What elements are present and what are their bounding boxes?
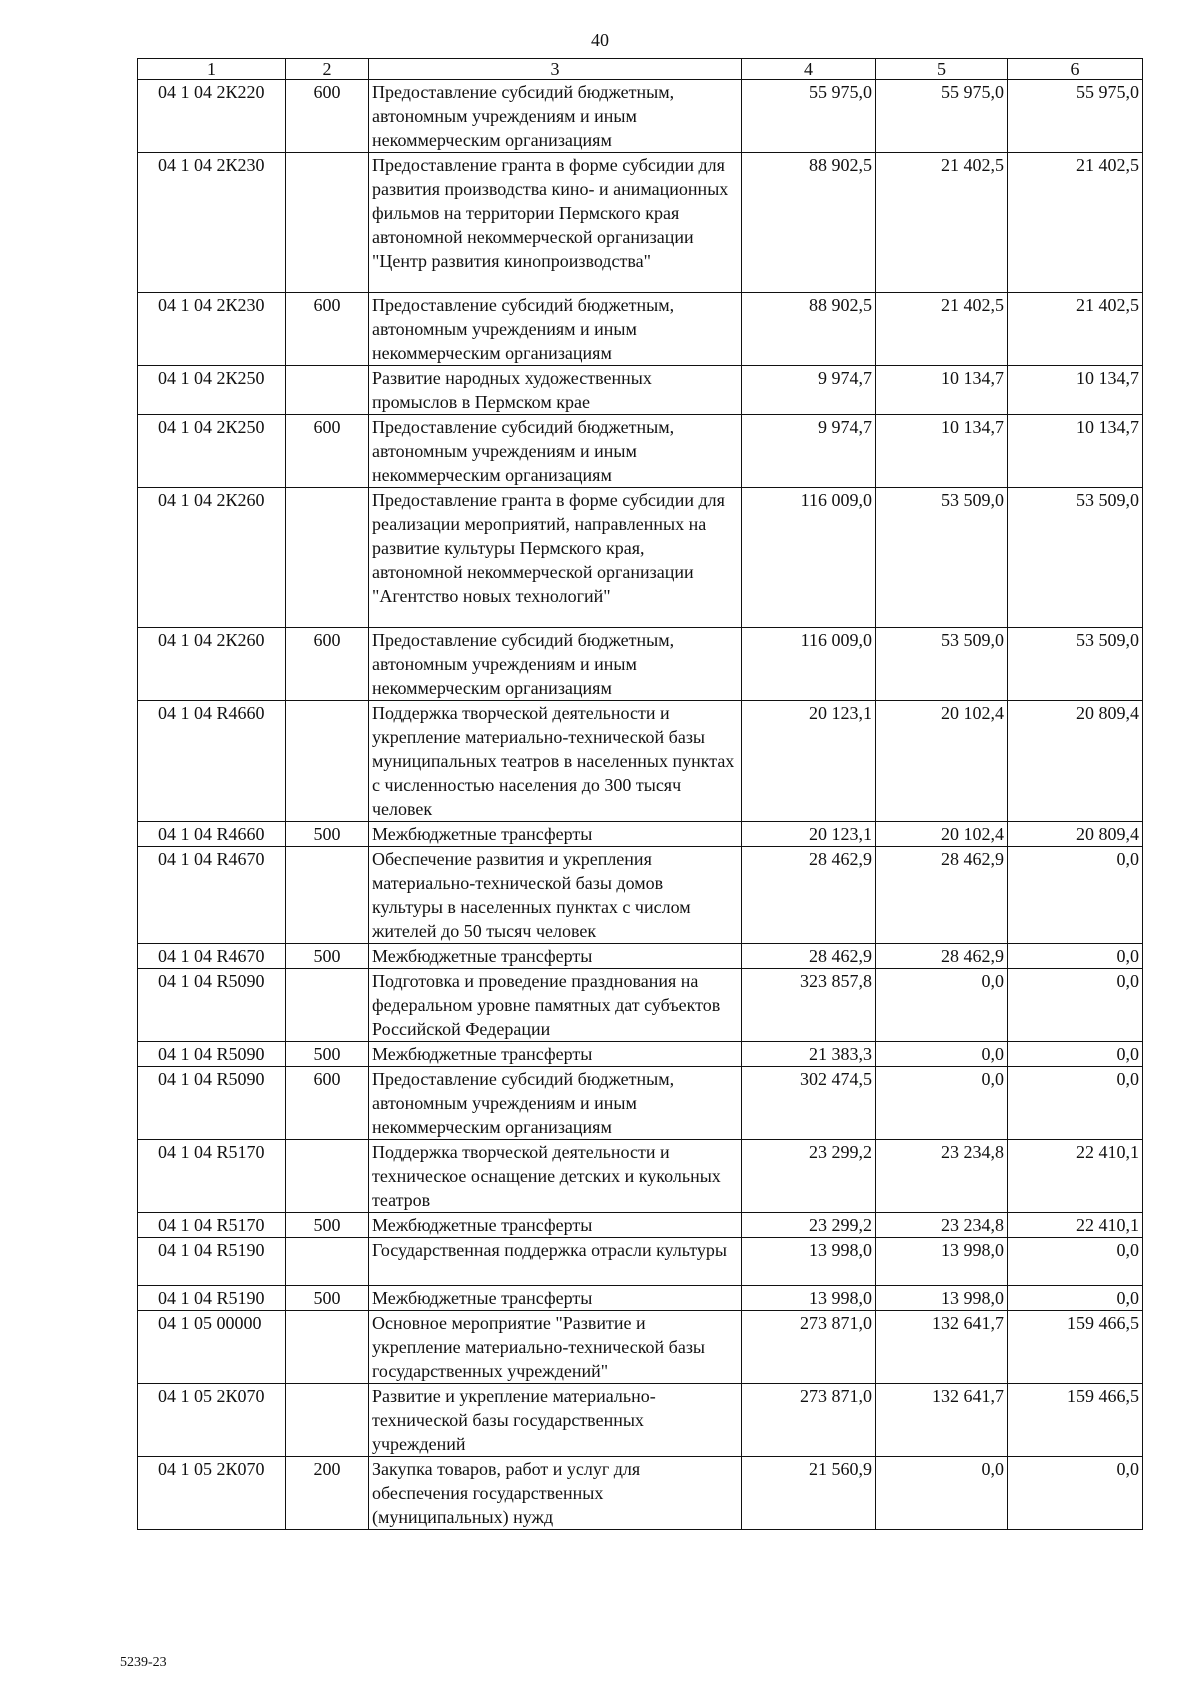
cell-amount-3: 20 809,4 — [1008, 822, 1143, 847]
cell-amount-3: 0,0 — [1008, 847, 1143, 944]
cell-name: Предоставление субсидий бюджетным, автономным учреждениям и иным некоммерческим организациям — [369, 415, 742, 488]
cell-code: 04 1 05 00000 — [138, 1311, 286, 1384]
cell-code: 04 1 05 2К070 — [138, 1457, 286, 1530]
cell-amount-3: 0,0 — [1008, 1286, 1143, 1311]
table-row — [138, 1213, 1143, 1238]
table-row — [138, 1238, 1143, 1286]
cell-amount-1: 273 871,0 — [742, 1311, 876, 1384]
cell-code: 04 1 04 2К220 — [138, 80, 286, 153]
cell-expense-type — [286, 969, 369, 1042]
table-row — [138, 847, 1143, 944]
cell-amount-1: 9 974,7 — [742, 366, 876, 415]
table-row — [138, 488, 1143, 628]
cell-amount-3: 55 975,0 — [1008, 80, 1143, 153]
cell-name: Подготовка и проведение празднования на федеральном уровне памятных дат субъектов Российской Федерации — [369, 969, 742, 1042]
cell-code: 04 1 04 R4660 — [138, 701, 286, 822]
cell-amount-1: 13 998,0 — [742, 1286, 876, 1311]
cell-amount-2: 28 462,9 — [876, 847, 1008, 944]
table-row — [138, 80, 1143, 153]
cell-name: Межбюджетные трансферты — [369, 1213, 742, 1238]
cell-name: Государственная поддержка отрасли культуры — [369, 1238, 742, 1286]
cell-amount-2: 23 234,8 — [876, 1213, 1008, 1238]
cell-amount-2: 13 998,0 — [876, 1286, 1008, 1311]
cell-expense-type — [286, 1311, 369, 1384]
cell-amount-2: 21 402,5 — [876, 153, 1008, 293]
cell-amount-1: 20 123,1 — [742, 822, 876, 847]
cell-amount-1: 21 383,3 — [742, 1042, 876, 1067]
cell-name: Поддержка творческой деятельности и укрепление материально-технической базы муниципальных театров в населенных пунктах с численностью населения до 300 тысяч человек — [369, 701, 742, 822]
cell-amount-2: 0,0 — [876, 969, 1008, 1042]
cell-amount-1: 273 871,0 — [742, 1384, 876, 1457]
cell-amount-3: 0,0 — [1008, 969, 1143, 1042]
col-header-1: 1 — [138, 59, 286, 80]
cell-amount-3: 159 466,5 — [1008, 1384, 1143, 1457]
table-row — [138, 153, 1143, 293]
cell-amount-3: 0,0 — [1008, 1042, 1143, 1067]
cell-amount-1: 9 974,7 — [742, 415, 876, 488]
cell-name: Предоставление гранта в форме субсидии для развития производства кино- и анимационных фильмов на территории Пермского края автономной некоммерческой организации "Центр развития кинопроизводства" — [369, 153, 742, 293]
cell-expense-type: 600 — [286, 1067, 369, 1140]
header-row — [138, 59, 1143, 80]
cell-code: 04 1 04 2К260 — [138, 628, 286, 701]
cell-expense-type: 500 — [286, 1042, 369, 1067]
cell-name: Развитие народных художественных промыслов в Пермском крае — [369, 366, 742, 415]
cell-amount-1: 28 462,9 — [742, 944, 876, 969]
budget-table — [137, 58, 1143, 1530]
cell-name: Предоставление субсидий бюджетным, автономным учреждениям и иным некоммерческим организациям — [369, 80, 742, 153]
table-row — [138, 1311, 1143, 1384]
col-header-2: 2 — [286, 59, 369, 80]
cell-expense-type — [286, 153, 369, 293]
table-row — [138, 944, 1143, 969]
cell-code: 04 1 04 2К230 — [138, 153, 286, 293]
table-row — [138, 1140, 1143, 1213]
cell-amount-2: 28 462,9 — [876, 944, 1008, 969]
cell-expense-type: 500 — [286, 1213, 369, 1238]
cell-amount-1: 116 009,0 — [742, 488, 876, 628]
cell-code: 04 1 04 R5190 — [138, 1286, 286, 1311]
cell-expense-type — [286, 1140, 369, 1213]
cell-amount-3: 0,0 — [1008, 1457, 1143, 1530]
cell-expense-type — [286, 1384, 369, 1457]
table-row — [138, 969, 1143, 1042]
page-number: 40 — [591, 30, 609, 50]
cell-amount-2: 0,0 — [876, 1042, 1008, 1067]
table-row — [138, 1384, 1143, 1457]
cell-code: 04 1 04 2К250 — [138, 415, 286, 488]
table-row — [138, 1042, 1143, 1067]
table-row — [138, 1067, 1143, 1140]
cell-expense-type: 500 — [286, 1286, 369, 1311]
cell-amount-2: 10 134,7 — [876, 415, 1008, 488]
cell-expense-type: 200 — [286, 1457, 369, 1530]
cell-amount-1: 88 902,5 — [742, 153, 876, 293]
cell-name: Закупка товаров, работ и услуг для обеспечения государственных (муниципальных) нужд — [369, 1457, 742, 1530]
cell-amount-1: 323 857,8 — [742, 969, 876, 1042]
cell-amount-3: 21 402,5 — [1008, 153, 1143, 293]
cell-name: Межбюджетные трансферты — [369, 944, 742, 969]
cell-amount-2: 20 102,4 — [876, 822, 1008, 847]
table-row — [138, 822, 1143, 847]
cell-code: 04 1 04 R4670 — [138, 847, 286, 944]
cell-amount-3: 159 466,5 — [1008, 1311, 1143, 1384]
cell-amount-3: 10 134,7 — [1008, 366, 1143, 415]
cell-amount-2: 10 134,7 — [876, 366, 1008, 415]
cell-amount-2: 132 641,7 — [876, 1311, 1008, 1384]
cell-amount-2: 55 975,0 — [876, 80, 1008, 153]
cell-amount-1: 23 299,2 — [742, 1140, 876, 1213]
cell-amount-2: 20 102,4 — [876, 701, 1008, 822]
cell-amount-3: 20 809,4 — [1008, 701, 1143, 822]
cell-amount-2: 53 509,0 — [876, 488, 1008, 628]
cell-amount-3: 53 509,0 — [1008, 488, 1143, 628]
cell-amount-3: 22 410,1 — [1008, 1213, 1143, 1238]
cell-code: 04 1 04 R5090 — [138, 969, 286, 1042]
cell-expense-type: 600 — [286, 415, 369, 488]
cell-amount-3: 53 509,0 — [1008, 628, 1143, 701]
cell-name: Предоставление субсидий бюджетным, автономным учреждениям и иным некоммерческим организациям — [369, 628, 742, 701]
cell-name: Межбюджетные трансферты — [369, 1286, 742, 1311]
cell-amount-3: 22 410,1 — [1008, 1140, 1143, 1213]
table-body — [138, 80, 1143, 1530]
cell-code: 04 1 04 R4670 — [138, 944, 286, 969]
cell-name: Межбюджетные трансферты — [369, 1042, 742, 1067]
table-row — [138, 1286, 1143, 1311]
cell-amount-1: 21 560,9 — [742, 1457, 876, 1530]
table-row — [138, 415, 1143, 488]
cell-code: 04 1 04 2К260 — [138, 488, 286, 628]
cell-expense-type — [286, 847, 369, 944]
cell-expense-type — [286, 488, 369, 628]
cell-amount-2: 21 402,5 — [876, 293, 1008, 366]
cell-code: 04 1 04 R4660 — [138, 822, 286, 847]
cell-expense-type: 500 — [286, 822, 369, 847]
cell-amount-1: 55 975,0 — [742, 80, 876, 153]
cell-name: Предоставление субсидий бюджетным, автономным учреждениям и иным некоммерческим организациям — [369, 1067, 742, 1140]
cell-amount-1: 116 009,0 — [742, 628, 876, 701]
cell-name: Предоставление гранта в форме субсидии для реализации мероприятий, направленных на развитие культуры Пермского края, автономной некоммерческой организации "Агентство новых технологий" — [369, 488, 742, 628]
cell-amount-2: 13 998,0 — [876, 1238, 1008, 1286]
cell-code: 04 1 04 R5190 — [138, 1238, 286, 1286]
cell-expense-type: 600 — [286, 80, 369, 153]
table-row — [138, 293, 1143, 366]
cell-code: 04 1 04 2К250 — [138, 366, 286, 415]
cell-name: Межбюджетные трансферты — [369, 822, 742, 847]
cell-expense-type — [286, 1238, 369, 1286]
cell-amount-3: 21 402,5 — [1008, 293, 1143, 366]
cell-amount-1: 23 299,2 — [742, 1213, 876, 1238]
table-row — [138, 628, 1143, 701]
cell-amount-3: 0,0 — [1008, 944, 1143, 969]
cell-name: Развитие и укрепление материально-технической базы государственных учреждений — [369, 1384, 742, 1457]
cell-code: 04 1 04 2К230 — [138, 293, 286, 366]
cell-amount-1: 302 474,5 — [742, 1067, 876, 1140]
cell-amount-3: 0,0 — [1008, 1238, 1143, 1286]
col-header-4: 4 — [742, 59, 876, 80]
cell-code: 04 1 04 R5090 — [138, 1067, 286, 1140]
cell-expense-type: 600 — [286, 628, 369, 701]
cell-amount-1: 13 998,0 — [742, 1238, 876, 1286]
col-header-3: 3 — [369, 59, 742, 80]
cell-name: Основное мероприятие "Развитие и укрепление материально-технической базы государственных учреждений" — [369, 1311, 742, 1384]
cell-name: Поддержка творческой деятельности и техническое оснащение детских и кукольных театров — [369, 1140, 742, 1213]
cell-code: 04 1 04 R5170 — [138, 1140, 286, 1213]
cell-amount-1: 20 123,1 — [742, 701, 876, 822]
cell-code: 04 1 04 R5090 — [138, 1042, 286, 1067]
col-header-6: 6 — [1008, 59, 1143, 80]
cell-amount-1: 28 462,9 — [742, 847, 876, 944]
cell-expense-type: 600 — [286, 293, 369, 366]
table-row — [138, 701, 1143, 822]
cell-expense-type — [286, 366, 369, 415]
cell-amount-2: 53 509,0 — [876, 628, 1008, 701]
table-row — [138, 1457, 1143, 1530]
cell-code: 04 1 04 R5170 — [138, 1213, 286, 1238]
table-row — [138, 366, 1143, 415]
cell-code: 04 1 05 2К070 — [138, 1384, 286, 1457]
col-header-5: 5 — [876, 59, 1008, 80]
cell-expense-type — [286, 701, 369, 822]
cell-amount-2: 23 234,8 — [876, 1140, 1008, 1213]
document-code: 5239-23 — [120, 1655, 167, 1670]
cell-expense-type: 500 — [286, 944, 369, 969]
cell-amount-2: 0,0 — [876, 1067, 1008, 1140]
cell-name: Предоставление субсидий бюджетным, автономным учреждениям и иным некоммерческим организациям — [369, 293, 742, 366]
cell-amount-3: 0,0 — [1008, 1067, 1143, 1140]
cell-name: Обеспечение развития и укрепления материально-технической базы домов культуры в населенных пунктах с числом жителей до 50 тысяч человек — [369, 847, 742, 944]
cell-amount-2: 132 641,7 — [876, 1384, 1008, 1457]
cell-amount-2: 0,0 — [876, 1457, 1008, 1530]
cell-amount-3: 10 134,7 — [1008, 415, 1143, 488]
cell-amount-1: 88 902,5 — [742, 293, 876, 366]
